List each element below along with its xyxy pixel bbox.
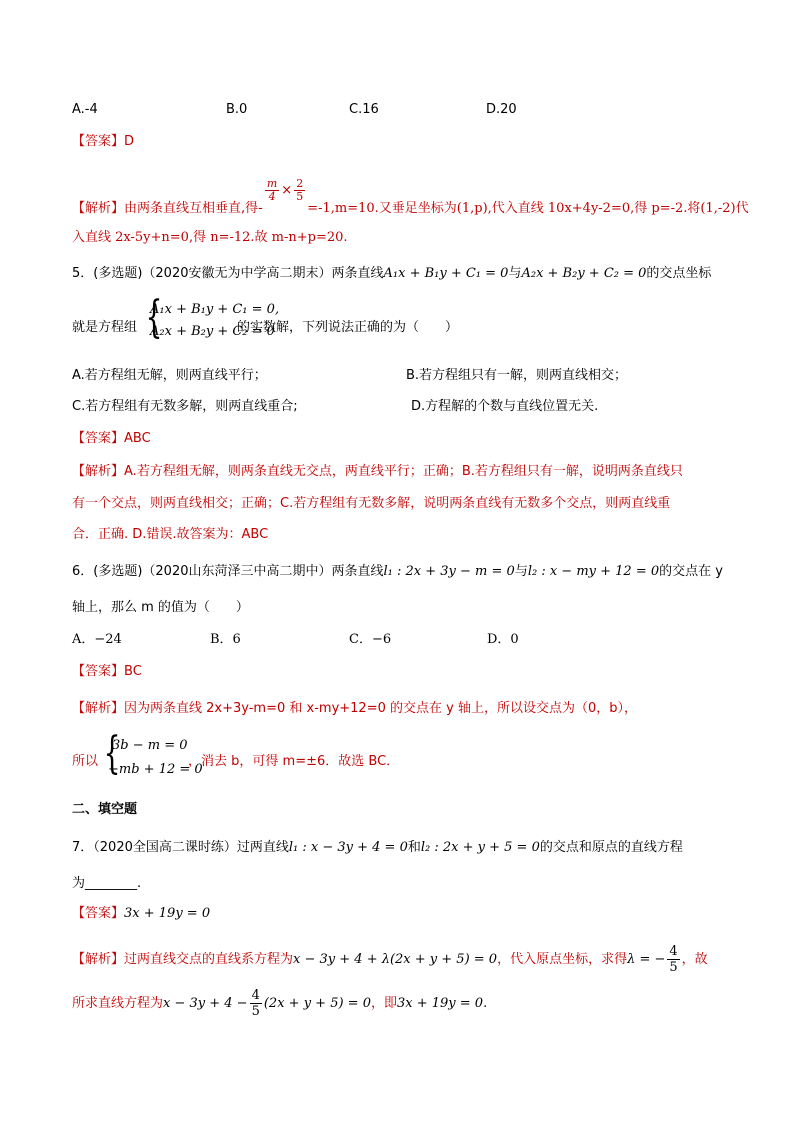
conjunction: 与 (508, 266, 522, 281)
q7-stem-line-2: 为________. (72, 876, 142, 891)
analysis-text: 所求直线方程为 (72, 996, 164, 1011)
fraction-4-over-5: $\frac{4}{5}$ (669, 944, 678, 975)
q7-analysis-line-1 (72, 944, 708, 975)
answer-tag: 【答案】 (72, 906, 125, 921)
fraction-4-over-5: $\frac{4}{5}$ (251, 988, 260, 1019)
q6-option-c: C．−6 (349, 632, 392, 647)
q5-answer-line (72, 429, 151, 449)
equation: 3x + 19y = 0 (396, 996, 484, 1011)
equation: λ = − (627, 952, 666, 967)
fraction-2-over-5: $\frac{2}{5}$ (296, 177, 304, 203)
q7-answer-line (72, 904, 210, 924)
brace-glyph: { (145, 292, 163, 343)
equation: A₂x + B₂y + C₂ = 0 (521, 266, 647, 281)
q4-option-c: C.16 (349, 102, 379, 117)
q6-equation-system (100, 728, 203, 782)
conjunction: 和 (407, 840, 421, 855)
analysis-tag: 【解析】 (72, 464, 125, 479)
stem-text: 5．(多选题)（2020安徽无为中学高二期末）两条直线 (72, 266, 384, 281)
q5-analysis-line-3: 合．正确. D.错误.故答案为：ABC (72, 527, 269, 542)
system-row: A₁x + B₁y + C₁ = 0, (150, 302, 280, 317)
stem-text: 的交点在 y (659, 564, 723, 579)
q6-answer-line (72, 662, 142, 682)
q6-option-a: A．−24 (72, 632, 122, 647)
equation: (2x + y + 5) = 0 (263, 996, 371, 1011)
stem-text: 的交点坐标 (646, 266, 712, 281)
analysis-tag: 【解析】 (72, 952, 125, 967)
answer-tag: 【答案】 (72, 134, 125, 149)
q4-option-b: B.0 (226, 102, 248, 117)
equation: l₁ : x − 3y + 4 = 0 (288, 840, 408, 855)
stem-text: 就是方程组 (72, 320, 138, 335)
equation: l₂ : x − my + 12 = 0 (527, 564, 660, 579)
analysis-text: 所以 (72, 754, 99, 769)
analysis-text: =-1,m=10.又垂足坐标为(1,p),代入直线 10x+4y-2=0,得 p=-2.将(1,-2)代 (307, 201, 749, 216)
system-row: 3b − m = 0 (112, 738, 188, 753)
analysis-text: ，故 (681, 952, 708, 967)
answer-tag: 【答案】 (72, 431, 125, 446)
q5-option-c: C.若方程组有无数多解，则两直线重合; (72, 399, 298, 414)
q6-stem-line-1 (72, 562, 723, 582)
analysis-tag: 【解析】 (72, 201, 125, 216)
conjunction: 与 (514, 564, 528, 579)
analysis-text: 因为两条直线 2x+3y-m=0 和 x-my+12=0 的交点在 y 轴上，所以设交点为（0，b）， (124, 701, 637, 716)
answer-tag: 【答案】 (72, 664, 125, 679)
q4-option-d: D.20 (486, 102, 517, 117)
stem-text: 的实数解，下列说法正确的为（ ） (237, 320, 459, 335)
answer-value: ABC (124, 431, 151, 446)
answer-value: D (124, 134, 135, 149)
q6-analysis-line-1 (72, 699, 637, 719)
brace-glyph: { (103, 728, 121, 779)
q6-stem-line-2: 轴上，那么 m 的值为（ ） (72, 600, 249, 615)
analysis-text: ，消去 b，可得 m=±6．故选 BC． (188, 754, 400, 769)
q4-option-a: A.-4 (72, 102, 98, 117)
analysis-text: 由两条直线互相垂直,得- (124, 201, 263, 216)
punctuation: . (483, 996, 488, 1011)
q5-equation-system (142, 292, 280, 346)
equation: x − 3y + 4 − (163, 996, 248, 1011)
q4-analysis-line-2: 入直线 2x-5y+n=0,得 n=-12.故 m-n+p=20. (72, 230, 348, 245)
q6-option-d: D．0 (487, 632, 519, 647)
analysis-text: ，代入原点坐标，求得 (497, 952, 628, 967)
q7-stem-line-1 (72, 838, 683, 858)
analysis-text: 过两直线交点的直线系方程为 (124, 952, 294, 967)
q6-option-b: B．6 (210, 632, 241, 647)
q5-stem-line-1 (72, 264, 711, 284)
q5-analysis-line-1 (72, 462, 683, 482)
q5-option-d: D.方程解的个数与直线位置无关. (411, 399, 599, 414)
stem-text: 6．(多选题)（2020山东菏泽三中高二期中）两条直线 (72, 564, 384, 579)
equation: l₂ : 2x + y + 5 = 0 (420, 840, 540, 855)
q5-analysis-line-2: 有一个交点，则两直线相交；正确；C.若方程组有无数多解，说明两条直线有无数多个交点，则两直线重 (72, 496, 671, 511)
q4-answer-line (72, 132, 134, 152)
q4-analysis-line-1: 【解析】由两条直线互相垂直,得- $\frac{m}{4}$ × $\frac{2}{5}$ =-1,m=10.又垂足坐标为(1,p),代入直线 10x+4y-2=0,得 p=-2.将(1,-2)代 (72, 177, 749, 216)
system-row: −mb + 12 = 0 (108, 762, 203, 777)
section-heading: 二、填空题 (72, 802, 138, 817)
answer-value: BC (124, 664, 142, 679)
fraction-m-over-4: $\frac{m}{4}$ (266, 177, 278, 203)
q7-analysis-line-2 (72, 988, 487, 1019)
equation: l₁ : 2x + 3y − m = 0 (383, 564, 515, 579)
answer-value: 3x + 19y = 0 (124, 906, 211, 921)
equation: A₁x + B₁y + C₁ = 0 (383, 266, 509, 281)
equation: x − 3y + 4 + λ(2x + y + 5) = 0 (293, 952, 498, 967)
stem-text: 7．（2020全国高二课时练）过两直线 (72, 840, 289, 855)
analysis-text: A.若方程组无解，则两条直线无交点，两直线平行；正确；B.若方程组只有一解，说明两条直线只 (124, 464, 683, 479)
stem-text: 的交点和原点的直线方程 (539, 840, 683, 855)
analysis-tag: 【解析】 (72, 701, 125, 716)
q5-option-b: B.若方程组只有一解，则两直线相交； (406, 368, 628, 383)
q5-option-a: A.若方程组无解，则两直线平行； (72, 368, 267, 383)
system-row: A₂x + B₂y + C₂ = 0 (150, 324, 275, 339)
analysis-text: ，即 (370, 996, 397, 1011)
